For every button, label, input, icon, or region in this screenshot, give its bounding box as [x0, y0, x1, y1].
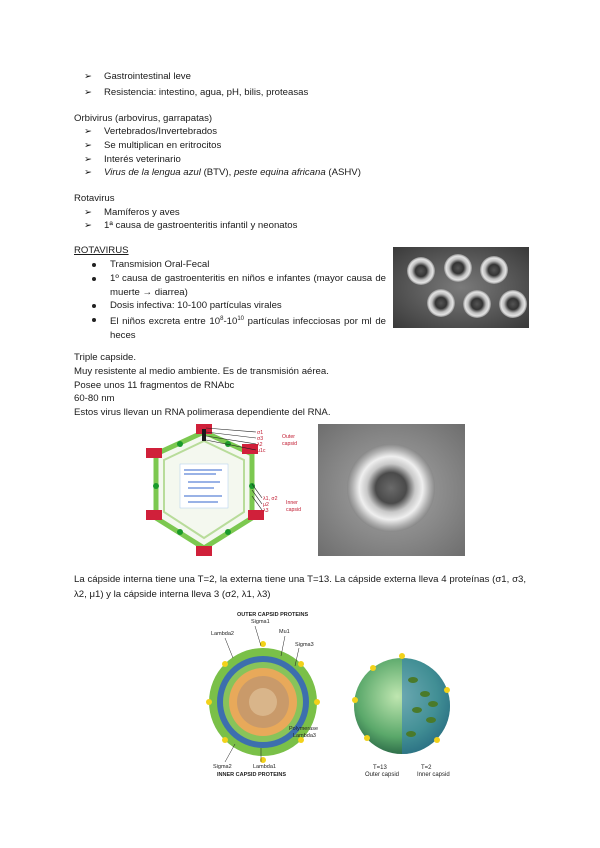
diagram-label: Polymerase	[289, 726, 319, 732]
diagram-label: μ2	[263, 502, 269, 508]
capsid-proteins-diagram	[195, 610, 475, 784]
arrow-bullet-icon: ➢	[84, 207, 93, 218]
list-item: Dosis infectiva: 10-100 partículas virales	[110, 299, 386, 313]
diagram-label: Lambda2	[211, 631, 234, 637]
arrow-bullet-icon: ➢	[84, 126, 93, 137]
paragraph-line: Triple capside.	[74, 352, 137, 363]
section-heading: ROTAVIRUS	[74, 245, 129, 256]
electron-micrograph-image	[393, 247, 529, 328]
diagram-label: Inner capsid	[417, 772, 450, 778]
diagram-label: capsid	[286, 507, 301, 513]
list-item: Transmision Oral-Fecal	[110, 258, 386, 272]
list-item: ➢ Resistencia: intestino, agua, pH, bilis, proteasas	[84, 87, 309, 98]
arrow-bullet-icon: ➢	[84, 220, 93, 231]
electron-micrograph-image	[318, 424, 465, 556]
diagram-label: Outer capsid	[365, 772, 400, 778]
diagram-label: T=13	[373, 765, 387, 771]
capsid-diagram	[144, 424, 314, 561]
bullet-icon	[92, 263, 96, 267]
list-item: ➢ Se multiplican en eritrocitos	[84, 140, 222, 151]
paragraph-line: Posee unos 11 fragmentos de RNAbc	[74, 380, 235, 391]
diagram-label: Lambda3	[293, 733, 316, 739]
diagram-label: Sigma1	[251, 619, 270, 625]
section-heading: Orbivirus (arbovirus, garrapatas)	[74, 113, 213, 124]
diagram-label: λ1, σ2	[263, 496, 278, 502]
bullet-icon	[92, 304, 96, 308]
list-item: 1º causa de gastroenteritis en niños e infantes (mayor causa de muerte → diarrea)	[110, 272, 386, 299]
diagram-label: Sigma2	[213, 764, 232, 770]
arrow-bullet-icon: ➢	[84, 154, 93, 165]
diagram-label: Inner	[286, 500, 298, 506]
diagram-label: Mu1	[279, 629, 290, 635]
diagram-label: σ3	[257, 436, 264, 442]
list-item: ➢ Mamíferos y aves	[84, 207, 180, 218]
diagram-label: λ3	[263, 508, 269, 514]
list-item: ➢ Gastrointestinal leve	[84, 71, 191, 82]
diagram-label: σ1	[257, 430, 264, 436]
diagram-label: μ1c	[257, 448, 266, 454]
list-item: ➢ 1ª causa de gastroenteritis infantil y neonatos	[84, 220, 298, 231]
diagram-label: Lambda1	[253, 764, 276, 770]
bullet-icon	[92, 318, 96, 322]
diagram-label: OUTER CAPSID PROTEINS	[237, 612, 309, 618]
diagram-label: T=2	[421, 765, 432, 771]
diagram-label: λ2	[257, 442, 263, 448]
arrow-bullet-icon: ➢	[84, 140, 93, 151]
diagram-label: capsid	[282, 441, 297, 447]
paragraph-line: Muy resistente al medio ambiente. Es de transmisión aérea.	[74, 366, 329, 377]
list-item: ➢ Virus de la lengua azul (BTV), peste equina africana (ASHV)	[84, 167, 361, 178]
list-item: El niños excreta entre $10^8-10^{10}$ partículas infecciosas por ml de heces	[110, 313, 386, 342]
list-item: ➢ Interés veterinario	[84, 154, 181, 165]
section-heading: Rotavirus	[74, 193, 115, 204]
diagram-label: Outer	[282, 434, 295, 440]
list-item: ➢ Vertebrados/Invertebrados	[84, 126, 218, 137]
arrow-bullet-icon: ➢	[84, 71, 93, 82]
bullet-icon	[92, 277, 96, 281]
paragraph-line: Estos virus llevan un RNA polimerasa dependiente del RNA.	[74, 407, 331, 418]
arrow-bullet-icon: ➢	[84, 87, 93, 98]
arrow-bullet-icon: ➢	[84, 167, 93, 178]
paragraph-line: 60-80 nm	[74, 393, 115, 404]
paragraph: La cápside interna tiene una T=2, la externa tiene una T=13. La cápside externa lleva 4 proteínas (σ1, σ3, λ2, μ1) y la cápside interna lleva 3 (σ2, λ1, λ3)	[74, 574, 526, 600]
diagram-label: INNER CAPSID PROTEINS	[217, 772, 287, 778]
diagram-label: Sigma3	[295, 642, 314, 648]
